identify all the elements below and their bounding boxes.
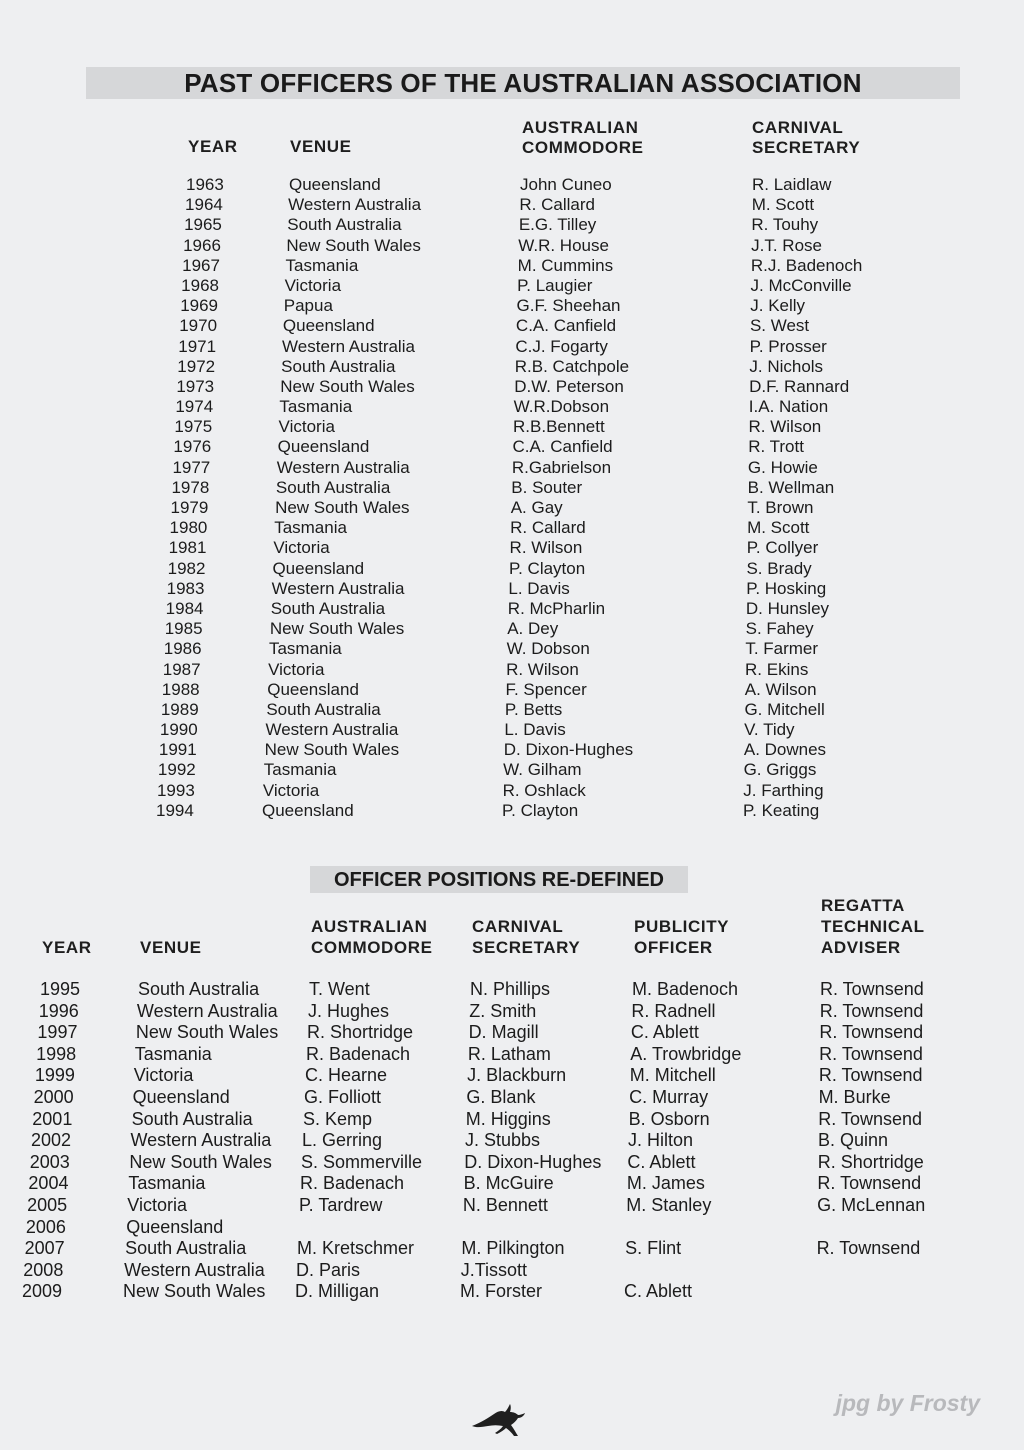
cell-year: 1997 <box>37 1022 78 1043</box>
cell-venue: New South Wales <box>286 235 421 255</box>
cell-commodore: R. Wilson <box>509 538 583 558</box>
cell-year: 1987 <box>162 659 201 679</box>
cell-commodore: W.R. House <box>518 235 609 255</box>
cell-secretary: T. Farmer <box>745 639 819 659</box>
table-row <box>0 377 1024 397</box>
cell-commodore: R. Callard <box>519 195 595 215</box>
table-row <box>0 437 1024 457</box>
cell-secretary: N. Bennett <box>462 1194 548 1215</box>
table-row <box>0 801 1024 821</box>
cell-venue: Victoria <box>127 1194 187 1215</box>
cell-venue: Victoria <box>133 1065 194 1086</box>
cell-year: 2009 <box>22 1281 63 1302</box>
cell-year: 1996 <box>38 1000 79 1021</box>
cell-commodore: P. Clayton <box>508 558 586 578</box>
cell-commodore: D.W. Peterson <box>514 376 624 396</box>
table-row <box>0 1000 1024 1022</box>
cell-publicity: J. Hilton <box>628 1130 694 1151</box>
table-row <box>0 518 1024 538</box>
cell-commodore: M. Cummins <box>517 255 614 275</box>
cell-secretary: J. Blackburn <box>467 1065 567 1086</box>
cell-venue: Victoria <box>268 659 325 679</box>
cell-publicity: S. Flint <box>625 1238 682 1259</box>
cell-year: 1976 <box>173 437 212 457</box>
cell-commodore: R. McPharlin <box>507 598 606 618</box>
cell-publicity: M. Badenoch <box>632 979 739 999</box>
cell-venue: Western Australia <box>271 578 405 598</box>
cell-commodore: S. Sommerville <box>301 1151 423 1172</box>
cell-venue: South Australia <box>266 699 381 719</box>
cell-venue: Tasmania <box>263 760 337 780</box>
cell-venue: Tasmania <box>279 397 353 417</box>
cell-secretary: J. Farthing <box>743 780 824 800</box>
t2-header-publicity-1: PUBLICITY <box>634 917 730 936</box>
cell-secretary: R. Laidlaw <box>752 175 832 194</box>
t1-header-secretary-1: CARNIVAL <box>752 118 844 137</box>
cell-venue: Western Australia <box>136 1000 278 1021</box>
cell-commodore: P. Betts <box>504 699 563 719</box>
cell-year: 1995 <box>40 979 81 999</box>
cell-commodore: T. Went <box>309 979 370 999</box>
past-officers-table <box>0 175 1024 821</box>
cell-secretary: P. Keating <box>743 800 820 820</box>
cell-venue: Tasmania <box>274 518 347 538</box>
table-row <box>0 599 1024 619</box>
cell-venue: South Australia <box>138 979 260 999</box>
cell-secretary: T. Brown <box>747 498 814 517</box>
table-row <box>0 276 1024 296</box>
cell-year: 1985 <box>164 619 203 639</box>
cell-secretary: B. Wellman <box>747 477 835 497</box>
cell-secretary: P. Collyer <box>746 538 819 558</box>
cell-year: 1984 <box>165 598 204 618</box>
cell-commodore: C.A. Canfield <box>512 437 613 457</box>
cell-venue: Queensland <box>267 679 359 699</box>
cell-year: 2002 <box>31 1130 72 1151</box>
table-row <box>0 1237 1024 1259</box>
cell-venue: Tasmania <box>134 1043 212 1064</box>
cell-secretary: I.A. Nation <box>748 397 829 417</box>
t2-header-venue: VENUE <box>140 938 202 957</box>
cell-year: 1979 <box>170 498 209 517</box>
cell-adviser: B. Quinn <box>818 1130 889 1151</box>
table-row <box>0 296 1024 316</box>
cell-commodore: D. Milligan <box>295 1281 380 1302</box>
cell-commodore: P. Clayton <box>502 800 579 820</box>
cell-adviser: R. Townsend <box>819 1022 924 1043</box>
cell-publicity: M. Mitchell <box>629 1065 716 1086</box>
table-row <box>0 740 1024 760</box>
table-row <box>0 175 1024 195</box>
cell-year: 2008 <box>23 1259 64 1280</box>
cell-year: 1971 <box>178 336 217 356</box>
cell-commodore: P. Tardrew <box>299 1194 383 1215</box>
table-row <box>0 1194 1024 1216</box>
cell-secretary: G. Griggs <box>743 760 817 780</box>
table-row <box>0 478 1024 498</box>
cell-commodore: S. Kemp <box>303 1108 373 1129</box>
cell-year: 1989 <box>160 699 199 719</box>
cell-year: 1983 <box>166 578 205 598</box>
cell-adviser: M. Burke <box>818 1086 891 1107</box>
cell-commodore: L. Gerring <box>302 1130 383 1151</box>
cell-year: 1969 <box>180 296 219 316</box>
cell-venue: Queensland <box>132 1086 230 1107</box>
cell-adviser: R. Shortridge <box>817 1151 924 1172</box>
cell-venue: Western Australia <box>282 336 415 356</box>
cell-commodore: E.G. Tilley <box>518 215 597 235</box>
cell-venue: South Australia <box>270 598 386 618</box>
cell-publicity: A. Trowbridge <box>630 1043 742 1064</box>
cell-year: 1981 <box>168 538 207 558</box>
cell-venue: New South Wales <box>123 1281 266 1302</box>
t2-header-publicity-2: OFFICER <box>634 938 713 957</box>
t2-header-adviser-2: TECHNICAL <box>821 917 925 936</box>
table-row <box>0 700 1024 720</box>
t2-header-year: YEAR <box>42 938 92 957</box>
cell-venue: Queensland <box>289 175 381 194</box>
table-row <box>0 316 1024 336</box>
cell-venue: Papua <box>283 296 333 316</box>
cell-commodore: R.Gabrielson <box>511 457 612 477</box>
cell-venue: Victoria <box>273 538 330 558</box>
cell-year: 1968 <box>181 275 219 295</box>
table-row <box>0 1259 1024 1281</box>
table-row <box>0 720 1024 740</box>
page-title: PAST OFFICERS OF THE AUSTRALIAN ASSOCIATION <box>184 68 862 98</box>
cell-secretary: J. Kelly <box>750 296 806 316</box>
cell-secretary: Z. Smith <box>469 1000 537 1021</box>
cell-venue: Western Australia <box>288 195 422 215</box>
cell-adviser: R. Townsend <box>819 1043 923 1064</box>
cell-secretary: J.T. Rose <box>751 235 822 255</box>
cell-commodore: P. Laugier <box>517 275 593 295</box>
cell-secretary: N. Phillips <box>470 979 551 999</box>
cell-secretary: D. Hunsley <box>745 598 830 618</box>
table-row <box>0 1172 1024 1194</box>
table-row <box>0 660 1024 680</box>
table-row <box>0 1216 1024 1238</box>
cell-secretary: M. Forster <box>460 1281 543 1302</box>
cell-year: 2000 <box>33 1086 74 1107</box>
cell-venue: Queensland <box>126 1216 224 1237</box>
cell-venue: Queensland <box>282 316 375 336</box>
cell-commodore: C.J. Fogarty <box>515 336 608 356</box>
cell-commodore: John Cuneo <box>520 175 612 194</box>
cell-secretary: V. Tidy <box>744 720 795 740</box>
t2-header-adviser-3: ADVISER <box>821 938 901 957</box>
cell-venue: South Australia <box>131 1108 253 1129</box>
table-row <box>0 1021 1024 1043</box>
table-row <box>0 498 1024 518</box>
cell-venue: New South Wales <box>135 1022 279 1043</box>
cell-commodore: W. Gilham <box>503 760 582 780</box>
table-row <box>0 236 1024 256</box>
cell-secretary: D. Dixon-Hughes <box>464 1151 602 1172</box>
table-row <box>0 1129 1024 1151</box>
cell-year: 1991 <box>158 740 197 760</box>
table-row <box>0 215 1024 235</box>
cell-venue: Western Australia <box>265 720 399 740</box>
t2-header-adviser-1: REGATTA <box>821 896 905 915</box>
cell-year: 1975 <box>174 417 213 437</box>
cell-secretary: G. Mitchell <box>744 699 825 719</box>
cell-year: 1966 <box>183 235 221 255</box>
cell-secretary: S. Fahey <box>745 619 814 639</box>
cell-publicity: C. Murray <box>629 1086 709 1107</box>
cell-secretary: S. West <box>749 316 810 336</box>
cell-secretary: J.Tissott <box>460 1259 528 1280</box>
table-row <box>0 256 1024 276</box>
cell-year: 1970 <box>179 316 218 336</box>
cell-commodore: R. Shortridge <box>307 1022 414 1043</box>
cell-secretary: G. Howie <box>747 457 818 477</box>
photo-credit: jpg by Frosty <box>835 1390 980 1416</box>
t1-header-commodore-1: AUSTRALIAN <box>522 118 639 137</box>
cell-year: 1986 <box>163 639 202 659</box>
cell-secretary: R. Touhy <box>751 215 819 235</box>
cell-secretary: D.F. Rannard <box>749 376 850 396</box>
table-row <box>0 357 1024 377</box>
cell-commodore: C. Hearne <box>305 1065 388 1086</box>
cell-secretary: J. Stubbs <box>465 1130 541 1151</box>
cell-year: 2005 <box>27 1194 68 1215</box>
table-row <box>0 417 1024 437</box>
cell-commodore: G. Folliott <box>304 1086 382 1107</box>
cell-year: 1963 <box>186 175 224 194</box>
cell-commodore: D. Paris <box>296 1259 361 1280</box>
table-row <box>0 538 1024 558</box>
cell-secretary: M. Scott <box>747 518 810 538</box>
cell-venue: Queensland <box>277 437 370 457</box>
cell-publicity: M. James <box>626 1173 705 1194</box>
cell-commodore: R. Oshlack <box>502 780 586 800</box>
cell-venue: New South Wales <box>269 619 405 639</box>
cell-venue: New South Wales <box>129 1151 272 1172</box>
cell-year: 1982 <box>167 558 206 578</box>
cell-publicity: C. Ablett <box>627 1151 696 1172</box>
cell-adviser: R. Townsend <box>816 1238 921 1259</box>
cell-publicity: M. Stanley <box>626 1194 712 1215</box>
cell-venue: New South Wales <box>275 498 410 517</box>
table-row <box>0 1064 1024 1086</box>
cell-secretary: M. Higgins <box>465 1108 551 1129</box>
table-row <box>0 559 1024 579</box>
table-row <box>0 639 1024 659</box>
cell-year: 1999 <box>34 1065 75 1086</box>
cell-commodore: L. Davis <box>504 720 566 740</box>
cell-commodore: A. Gay <box>510 498 563 517</box>
cell-year: 1980 <box>169 518 208 538</box>
cell-secretary: R. Latham <box>467 1043 551 1064</box>
cell-year: 2006 <box>25 1216 66 1237</box>
cell-year: 2001 <box>32 1108 73 1129</box>
table-row <box>0 1086 1024 1108</box>
section-subtitle: OFFICER POSITIONS RE-DEFINED <box>333 869 665 891</box>
cell-publicity: C. Ablett <box>624 1281 693 1302</box>
cell-commodore: B. Souter <box>511 477 583 497</box>
cell-secretary: G. Blank <box>466 1086 536 1107</box>
cell-secretary: R. Ekins <box>745 659 809 679</box>
table-row <box>0 978 1024 1000</box>
cell-commodore: J. Hughes <box>308 1000 390 1021</box>
cell-secretary: M. Scott <box>751 195 815 215</box>
cell-commodore: D. Dixon-Hughes <box>503 740 634 760</box>
kangaroo-icon <box>468 1400 528 1438</box>
cell-publicity: R. Radnell <box>631 1000 716 1021</box>
cell-commodore: G.F. Sheehan <box>516 296 621 316</box>
cell-publicity: B. Osborn <box>628 1108 710 1129</box>
table-row <box>0 680 1024 700</box>
cell-secretary: J. Nichols <box>749 356 824 376</box>
cell-adviser: R. Townsend <box>818 1108 923 1129</box>
cell-commodore: A. Dey <box>507 619 559 639</box>
table-row <box>0 337 1024 357</box>
cell-commodore: R.B. Catchpole <box>514 356 630 376</box>
cell-venue: Victoria <box>278 417 335 437</box>
cell-venue: Queensland <box>262 800 354 820</box>
cell-venue: Tasmania <box>268 639 342 659</box>
cell-secretary: R.J. Badenoch <box>750 255 863 275</box>
cell-commodore: R. Badenach <box>300 1173 405 1194</box>
cell-commodore: R.B.Bennett <box>513 417 605 437</box>
cell-year: 2007 <box>24 1238 65 1259</box>
cell-commodore: C.A. Canfield <box>515 316 617 336</box>
cell-venue: South Australia <box>275 477 391 497</box>
cell-venue: Western Australia <box>276 457 410 477</box>
table-row <box>0 1043 1024 1065</box>
cell-commodore: W.R.Dobson <box>513 397 610 417</box>
cell-year: 1978 <box>171 477 210 497</box>
table-row <box>0 1151 1024 1173</box>
cell-publicity: C. Ablett <box>630 1022 699 1043</box>
cell-venue: Western Australia <box>124 1259 265 1280</box>
cell-year: 1994 <box>156 800 194 820</box>
cell-adviser: G. McLennan <box>817 1194 926 1215</box>
cell-year: 1964 <box>185 195 223 215</box>
cell-venue: Victoria <box>284 275 342 295</box>
cell-commodore: W. Dobson <box>506 639 590 659</box>
cell-year: 2003 <box>29 1151 70 1172</box>
cell-venue: South Australia <box>287 215 402 235</box>
cell-secretary: R. Wilson <box>748 417 822 437</box>
cell-venue: South Australia <box>281 356 396 376</box>
table-row <box>0 1108 1024 1130</box>
table-row <box>0 1280 1024 1302</box>
t1-header-venue: VENUE <box>290 137 352 156</box>
cell-adviser: R. Townsend <box>820 979 924 999</box>
t1-header-commodore-2: COMMODORE <box>522 138 644 157</box>
cell-secretary: A. Downes <box>743 740 827 760</box>
cell-secretary: R. Trott <box>748 437 804 457</box>
cell-adviser: R. Townsend <box>817 1173 922 1194</box>
cell-year: 1972 <box>177 356 216 376</box>
table-row <box>0 760 1024 780</box>
cell-year: 2004 <box>28 1173 69 1194</box>
cell-commodore: M. Kretschmer <box>297 1238 415 1259</box>
cell-venue: Queensland <box>272 558 365 578</box>
cell-year: 1992 <box>157 760 196 780</box>
cell-year: 1977 <box>172 457 211 477</box>
cell-year: 1993 <box>156 780 195 800</box>
t1-header-year: YEAR <box>188 137 238 156</box>
cell-commodore: R. Wilson <box>506 659 579 679</box>
t2-header-commodore-1: AUSTRALIAN <box>311 917 428 936</box>
cell-secretary: S. Brady <box>746 558 812 578</box>
redefined-officers-table <box>0 978 1024 1302</box>
cell-year: 1998 <box>36 1043 77 1064</box>
table-row <box>0 397 1024 417</box>
table-row <box>0 619 1024 639</box>
t2-header-secretary-1: CARNIVAL <box>472 917 564 936</box>
cell-venue: Tasmania <box>128 1173 206 1194</box>
table-row <box>0 781 1024 801</box>
cell-year: 1965 <box>184 215 222 235</box>
cell-secretary: B. McGuire <box>463 1173 554 1194</box>
t2-header-commodore-2: COMMODORE <box>311 938 433 957</box>
cell-secretary: D. Magill <box>468 1022 539 1043</box>
table-row <box>0 195 1024 215</box>
cell-secretary: P. Hosking <box>746 578 827 598</box>
cell-secretary: P. Prosser <box>749 336 827 356</box>
cell-secretary: M. Pilkington <box>461 1238 565 1259</box>
cell-secretary: A. Wilson <box>744 679 817 699</box>
cell-commodore: R. Callard <box>510 518 586 538</box>
table-row <box>0 458 1024 478</box>
cell-venue: New South Wales <box>264 740 400 760</box>
cell-year: 1990 <box>159 720 198 740</box>
cell-venue: Tasmania <box>285 255 359 275</box>
cell-venue: Victoria <box>262 780 320 800</box>
cell-adviser: R. Townsend <box>819 1000 924 1021</box>
cell-commodore: R. Badenach <box>306 1043 411 1064</box>
cell-year: 1974 <box>175 397 214 417</box>
cell-venue: South Australia <box>125 1238 247 1259</box>
table-row <box>0 579 1024 599</box>
t2-header-secretary-2: SECRETARY <box>472 938 581 957</box>
cell-year: 1967 <box>182 255 220 275</box>
t1-header-secretary-2: SECRETARY <box>752 138 861 157</box>
cell-adviser: R. Townsend <box>818 1065 923 1086</box>
cell-secretary: J. McConville <box>750 275 852 295</box>
cell-commodore: F. Spencer <box>505 679 587 699</box>
cell-venue: Western Australia <box>130 1130 272 1151</box>
cell-venue: New South Wales <box>280 376 415 396</box>
cell-year: 1988 <box>161 679 200 699</box>
cell-year: 1973 <box>176 376 215 396</box>
cell-commodore: L. Davis <box>508 578 570 598</box>
